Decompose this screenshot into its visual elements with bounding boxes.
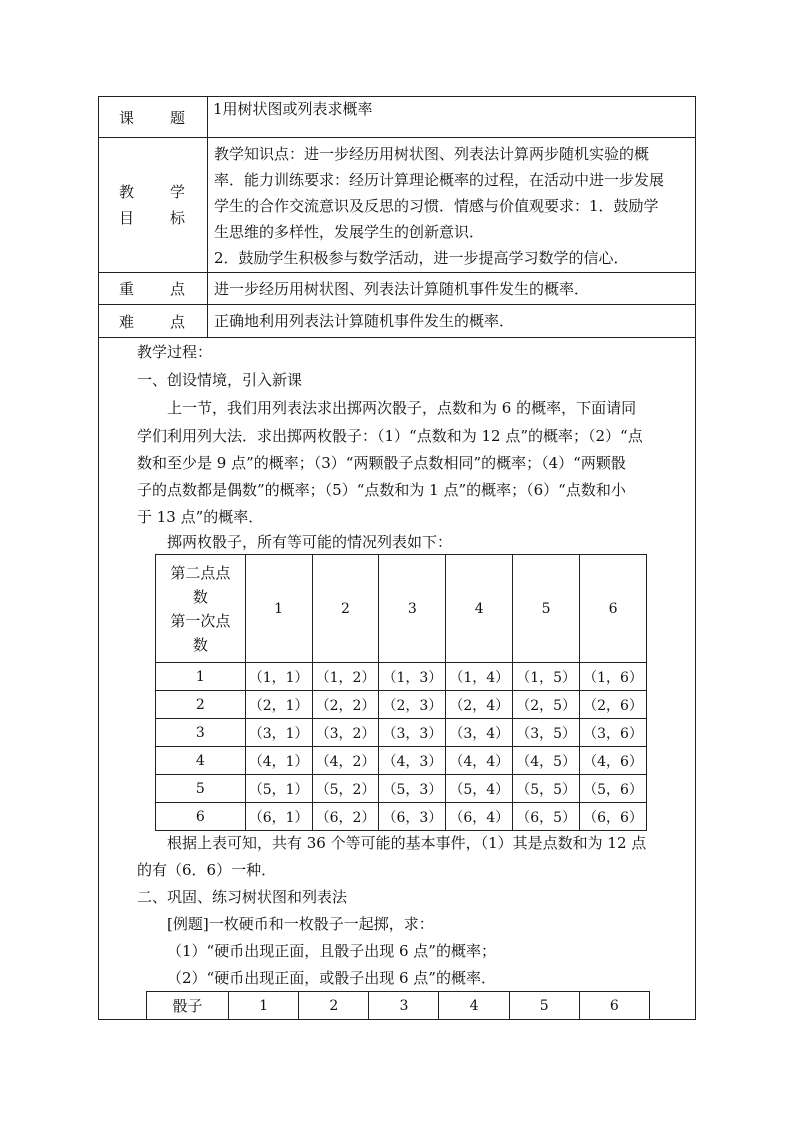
question-2: （2）“硬币出现正面，或骰子出现 6 点”的概率． bbox=[167, 969, 496, 987]
coin-table-column: 3 bbox=[369, 992, 439, 1020]
intro-line: 数和至少是 9 点”的概率；（3）“两颗骰子点数相同”的概率；（4）“两颗骰 bbox=[137, 454, 626, 472]
row-header: 3 bbox=[156, 719, 246, 747]
outcome-cell: （3，3） bbox=[379, 719, 446, 747]
corner-cell bbox=[156, 555, 246, 663]
column-header: 5 bbox=[513, 555, 580, 663]
column-header: 3 bbox=[379, 555, 446, 663]
outcome-cell: （6，3） bbox=[379, 803, 446, 831]
outcome-cell: （6，6） bbox=[580, 803, 647, 831]
column-header: 6 bbox=[580, 555, 647, 663]
table-header-row bbox=[156, 555, 647, 663]
outcome-cell: （2，4） bbox=[446, 691, 513, 719]
table-caption: 掷两枚骰子，所有等可能的情况列表如下： bbox=[167, 533, 453, 551]
key-row bbox=[99, 273, 695, 305]
outcome-cell: （1，5） bbox=[513, 663, 580, 691]
section-2-heading: 二、巩固、练习树状图和列表法 bbox=[137, 888, 348, 906]
key-text: 进一步经历用树状图、列表法计算随机事件发生的概率． bbox=[214, 280, 590, 298]
outcome-cell: （5，1） bbox=[245, 775, 312, 803]
outcome-cell: （3，5） bbox=[513, 719, 580, 747]
outcome-cell: （1，4） bbox=[446, 663, 513, 691]
section-1-heading: 一、创设情境，引入新课 bbox=[137, 371, 303, 389]
outcome-cell: （3，2） bbox=[312, 719, 379, 747]
lesson-plan-table bbox=[98, 96, 696, 1020]
outcome-cell: （1，2） bbox=[312, 663, 379, 691]
column-header: 2 bbox=[312, 555, 379, 663]
coin-table-column: 6 bbox=[579, 992, 649, 1020]
table-row bbox=[156, 747, 647, 775]
corner-line: 数 bbox=[192, 587, 208, 606]
outcome-cell: （6，1） bbox=[245, 803, 312, 831]
outcome-cell: （5，6） bbox=[580, 775, 647, 803]
after-table-line: 的有（6．6）一种． bbox=[137, 861, 277, 879]
column-header: 1 bbox=[245, 555, 312, 663]
example-intro: [例题]一枚硬币和一枚骰子一起掷，求： bbox=[167, 915, 434, 933]
difficulty-row bbox=[99, 305, 695, 338]
outcome-cell: （4，3） bbox=[379, 747, 446, 775]
outcome-cell: （2，3） bbox=[379, 691, 446, 719]
coin-table-head: 骰子 bbox=[147, 992, 229, 1020]
topic-text: 1用树状图或列表求概率 bbox=[213, 100, 373, 118]
goal-line: 生思维的多样性，发展学生的创新意识． bbox=[214, 223, 485, 241]
table-row bbox=[156, 691, 647, 719]
outcome-cell: （4，6） bbox=[580, 747, 647, 775]
goal-label-line1: 教 学 bbox=[118, 183, 187, 201]
outcome-cell: （2，5） bbox=[513, 691, 580, 719]
question-1: （1）“硬币出现正面，且骰子出现 6 点”的概率； bbox=[167, 942, 496, 960]
coin-table-column: 2 bbox=[299, 992, 369, 1020]
intro-line: 学们利用列大法．求出掷两枚骰子：（1）“点数和为 12 点”的概率；（2）“点 bbox=[137, 427, 643, 445]
table-row bbox=[156, 775, 647, 803]
key-label: 重 点 bbox=[99, 273, 208, 304]
outcome-cell: （4，2） bbox=[312, 747, 379, 775]
outcome-cell: （5，4） bbox=[446, 775, 513, 803]
outcome-cell: （5，3） bbox=[379, 775, 446, 803]
row-header: 4 bbox=[156, 747, 246, 775]
topic-row bbox=[99, 97, 695, 138]
goal-label bbox=[99, 138, 208, 272]
table-row bbox=[156, 719, 647, 747]
outcome-cell: （6，5） bbox=[513, 803, 580, 831]
intro-line: 于 13 点”的概率． bbox=[137, 508, 264, 526]
intro-line: 上一节，我们用列表法求出掷两次骰子，点数和为 6 的概率，下面请同 bbox=[167, 399, 637, 417]
row-header: 5 bbox=[156, 775, 246, 803]
outcome-cell: （1，1） bbox=[245, 663, 312, 691]
corner-line: 第二点点 bbox=[170, 563, 231, 582]
goal-line: 2．鼓励学生积极参与数学活动，进一步提高学习数学的信心． bbox=[214, 249, 629, 267]
corner-line: 数 bbox=[192, 635, 208, 654]
outcome-cell: （6，4） bbox=[446, 803, 513, 831]
difficulty-label: 难 点 bbox=[99, 305, 208, 337]
outcome-cell: （4，5） bbox=[513, 747, 580, 775]
outcome-cell: （4，1） bbox=[245, 747, 312, 775]
dice-table-body bbox=[156, 663, 647, 831]
outcome-cell: （5，5） bbox=[513, 775, 580, 803]
coin-table-column: 4 bbox=[439, 992, 509, 1020]
row-header: 2 bbox=[156, 691, 246, 719]
outcome-cell: （2，1） bbox=[245, 691, 312, 719]
topic-label: 课 题 bbox=[99, 97, 208, 137]
corner-line: 第一次点 bbox=[170, 611, 231, 630]
outcome-cell: （3，6） bbox=[580, 719, 647, 747]
difficulty-text: 正确地利用列表法计算随机事件发生的概率． bbox=[214, 312, 515, 330]
column-header: 4 bbox=[446, 555, 513, 663]
row-header: 1 bbox=[156, 663, 246, 691]
goal-line: 率．能力训练要求：经历计算理论概率的过程，在活动中进一步发展 bbox=[214, 171, 665, 189]
coin-table-column: 5 bbox=[509, 992, 579, 1020]
goal-row bbox=[99, 138, 695, 273]
outcome-cell: （2，6） bbox=[580, 691, 647, 719]
goal-text bbox=[214, 141, 687, 271]
outcome-cell: （6，2） bbox=[312, 803, 379, 831]
table-row bbox=[156, 803, 647, 831]
goal-line: 教学知识点：进一步经历用树状图、列表法计算两步随机实验的概 bbox=[214, 145, 650, 163]
outcome-cell: （1，3） bbox=[379, 663, 446, 691]
outcome-cell: （3，4） bbox=[446, 719, 513, 747]
after-table-line: 根据上表可知，共有 36 个等可能的基本事件，（1）其是点数和为 12 点 bbox=[167, 834, 647, 852]
goal-label-line2: 目 标 bbox=[118, 209, 187, 227]
process-heading: 教学过程： bbox=[137, 343, 213, 361]
dice-outcome-table bbox=[155, 554, 647, 831]
outcome-cell: （5，2） bbox=[312, 775, 379, 803]
outcome-cell: （1，6） bbox=[580, 663, 647, 691]
table-row bbox=[156, 663, 647, 691]
goal-line: 学生的合作交流意识及反思的习惯．情感与价值观要求：1．鼓励学 bbox=[214, 197, 659, 215]
outcome-cell: （4，4） bbox=[446, 747, 513, 775]
teaching-process bbox=[99, 338, 695, 1020]
row-header: 6 bbox=[156, 803, 246, 831]
outcome-cell: （3，1） bbox=[245, 719, 312, 747]
coin-dice-table bbox=[146, 991, 650, 1020]
coin-table-column: 1 bbox=[229, 992, 299, 1020]
coin-table-header-row bbox=[147, 992, 650, 1020]
outcome-cell: （2，2） bbox=[312, 691, 379, 719]
intro-line: 子的点数都是偶数”的概率；（5）“点数和为 1 点”的概率；（6）“点数和小 bbox=[137, 481, 626, 499]
